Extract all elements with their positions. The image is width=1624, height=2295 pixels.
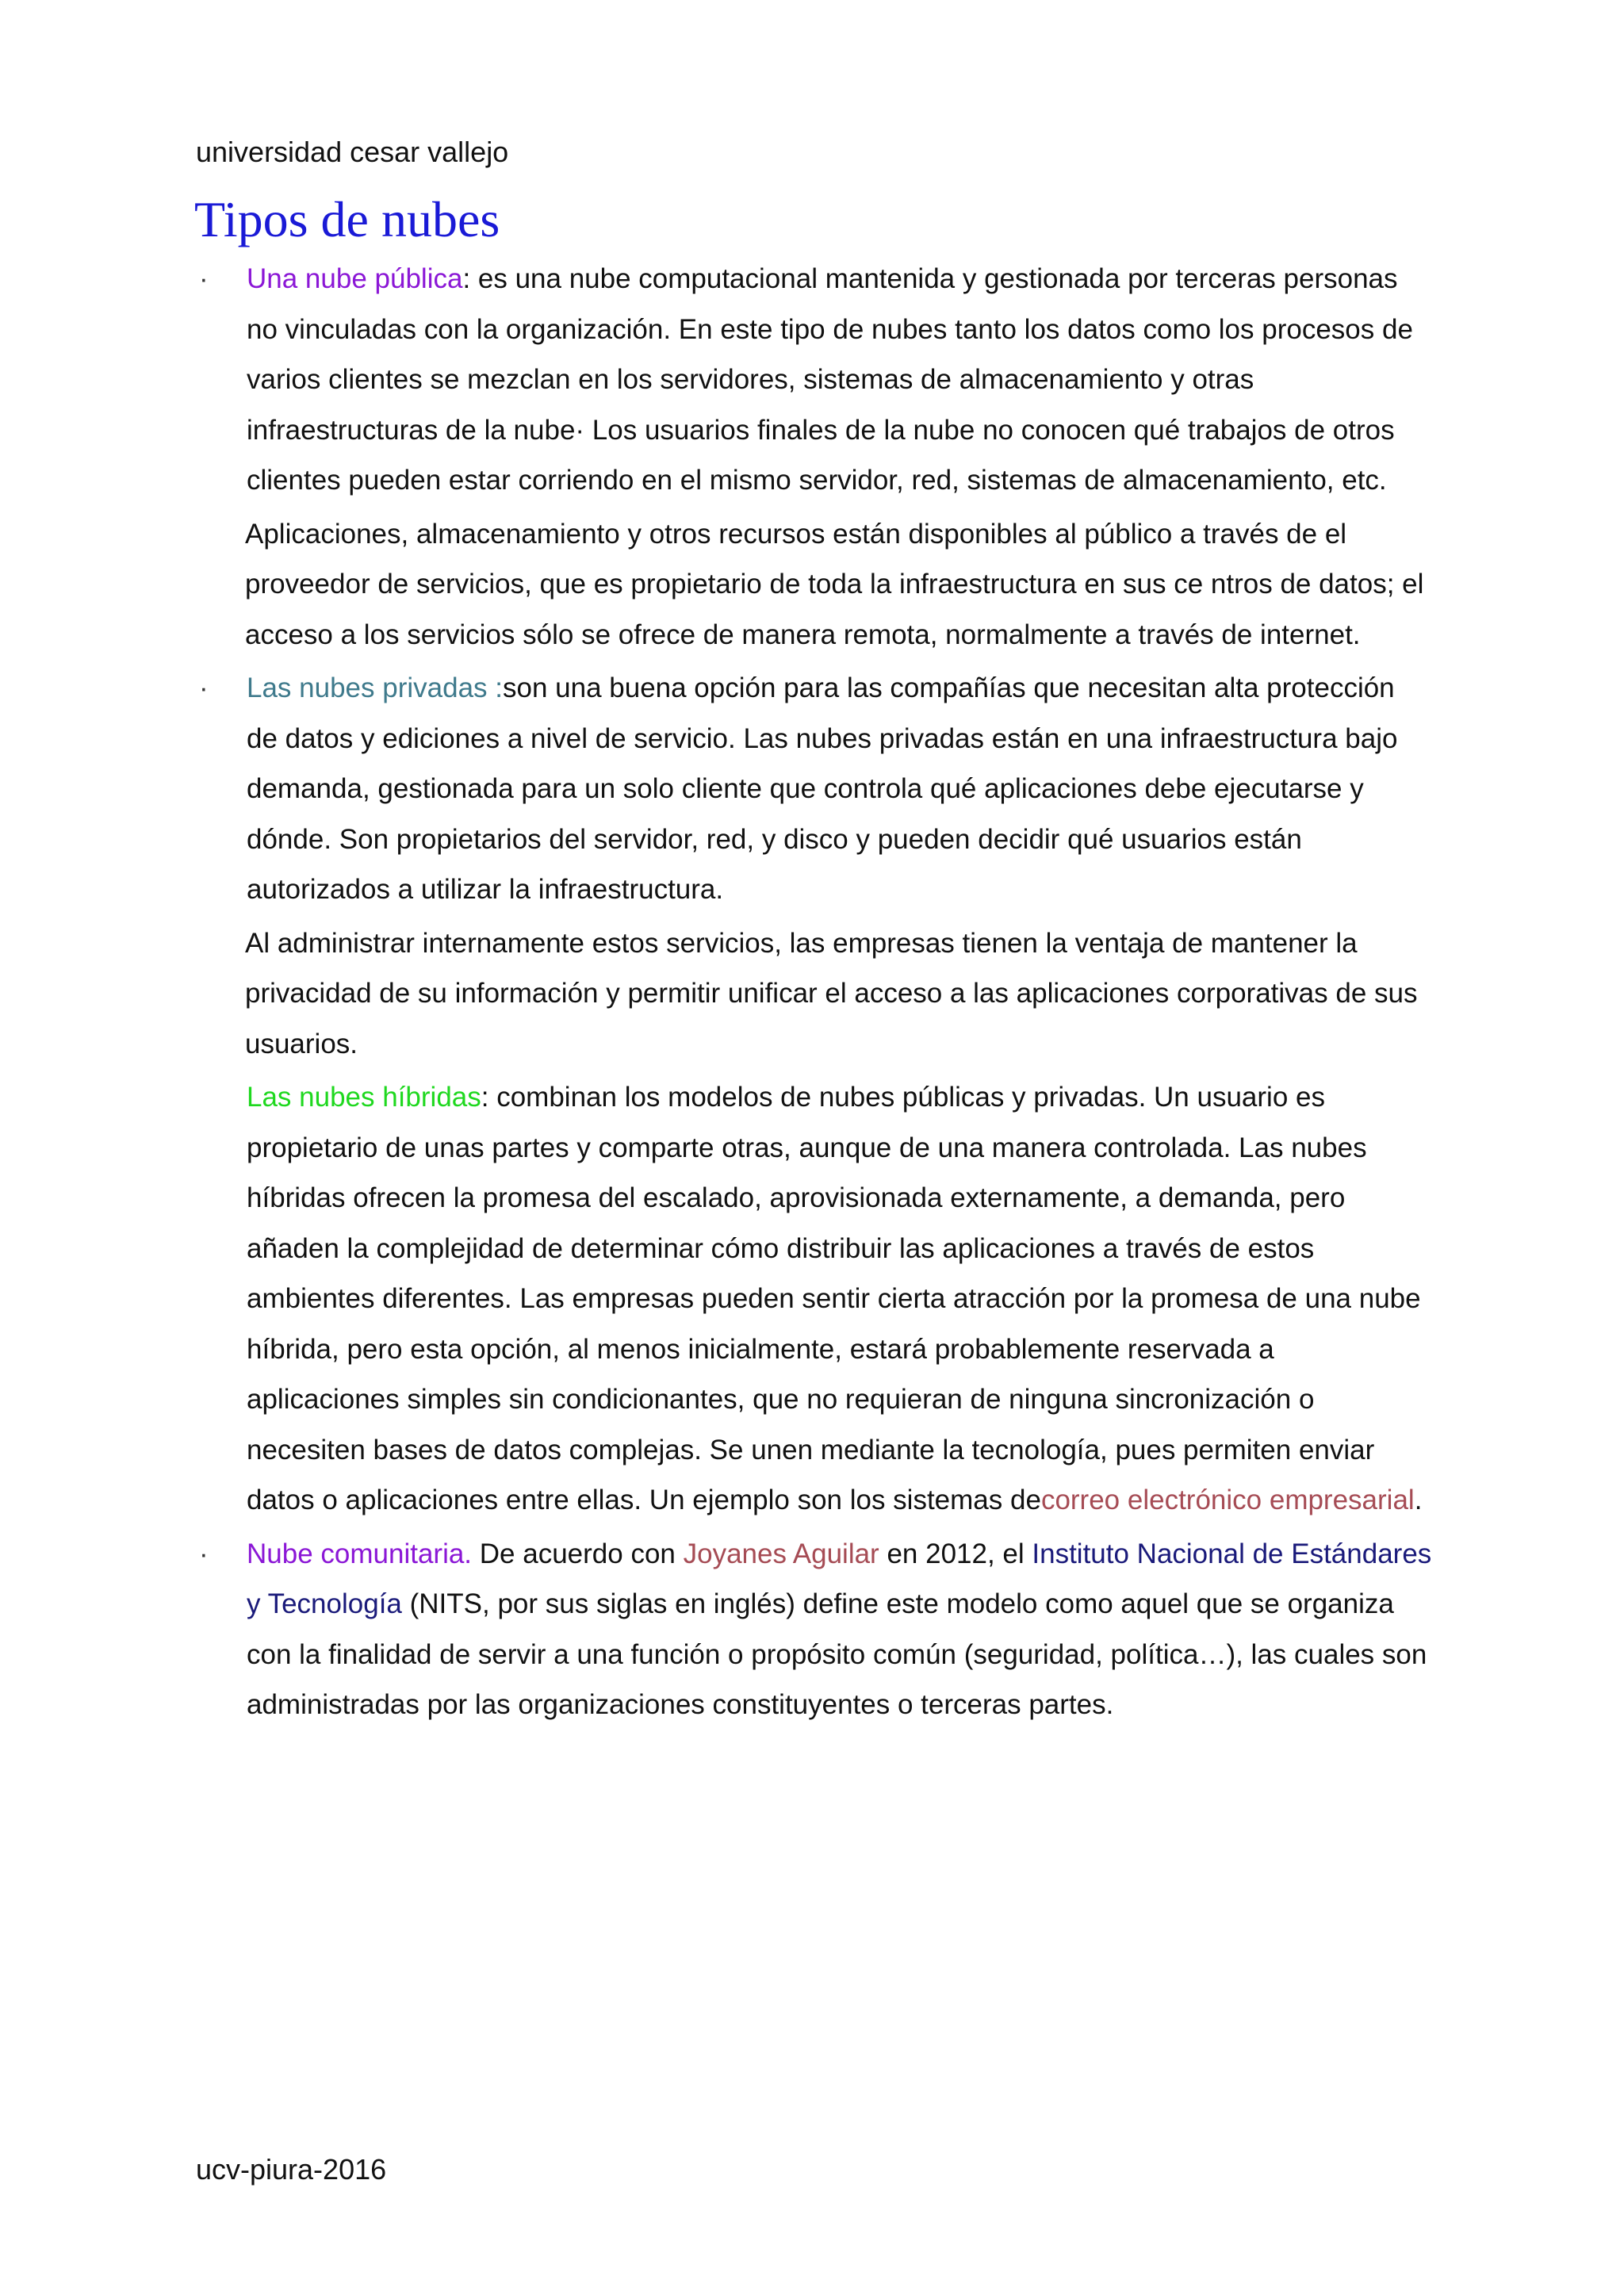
text-nubes-privadas: son una buena opción para las compañías que necesitan alta protección de datos y ediciones a nivel de servicio. Las nubes privadas están en una infraestructura bajo demanda, gestionada para un solo cliente que controla qué aplicaciones debe ejecutarse y dónde. Son propietarios del servidor, red, y disco y pueden decidir qué usuarios están autorizados a utilizar la infraestructura. xyxy=(247,672,1398,905)
paragraph-privadas-2: Al administrar internamente estos servicios, las empresas tienen la ventaja de mantener la privacidad de su información y permitir unificar el acceso a las aplicaciones corporativas de sus usuarios. xyxy=(245,927,1418,1059)
term-nubes-privadas: Las nubes privadas : xyxy=(247,672,503,703)
paragraph-nubes-privadas xyxy=(247,663,1432,915)
paragraph-nubes-hibridas-text xyxy=(247,1072,1432,1526)
document-body xyxy=(0,254,1624,1730)
bullet-marker: · xyxy=(199,263,209,294)
page-header: universidad cesar vallejo xyxy=(196,136,509,168)
bullet-marker: · xyxy=(199,672,209,703)
list-item-nubes-privadas xyxy=(199,663,1432,915)
paragraph-publica-2: Aplicaciones, almacenamiento y otros recursos están disponibles al público a través de el proveedor de servicios, que es propietario de toda la infraestructura en sus ce ntros de datos; el acceso a los servicios sólo se ofrece de manera remota, normalmente a través de internet. xyxy=(245,518,1424,650)
text-hibridas-end: . xyxy=(1414,1485,1423,1515)
text-nube-publica: : es una nube computacional mantenida y gestionada por terceras personas no vinculadas con la organización. En este tipo de nubes tanto los datos como los procesos de varios clientes se mezclan en los servidores, sistemas de almacenamiento y otras infraestructuras de la nube· Los usuarios finales de la nube no conocen qué trabajos de otros clientes pueden estar corriendo en el mismo servidor, red, sistemas de almacenamiento, etc. xyxy=(247,263,1413,496)
term-nube-publica: Una nube pública xyxy=(247,263,463,294)
link-joyanes-aguilar[interactable]: Joyanes Aguilar xyxy=(683,1538,879,1569)
term-nubes-hibridas: Las nubes híbridas xyxy=(247,1082,481,1113)
page-footer: ucv-piura-2016 xyxy=(196,2153,387,2186)
text-nubes-hibridas: : combinan los modelos de nubes públicas y privadas. Un usuario es propietario de unas partes y comparte otras, aunque de una manera controlada. Las nubes híbridas ofrecen la promesa del escalado, aprovisionada externamente, a demanda, pero añaden la complejidad de determinar cómo distribuir las aplicaciones a través de estos ambientes diferentes. Las empresas pueden sentir cierta atracción por la promesa de una nube híbrida, pero esta opción, al menos inicialmente, estará probablemente reservada a aplicaciones simples sin condicionantes, que no requieran de ninguna sincronización o necesiten bases de datos complejas. Se unen mediante la tecnología, pues permiten enviar datos o aplicaciones entre ellas. Un ejemplo son los sistemas de xyxy=(247,1082,1421,1515)
link-instituto-nacional[interactable]: Instituto Nacional de Estándares y Tecnología xyxy=(247,1538,1432,1619)
list-item-nube-comunitaria xyxy=(199,1529,1432,1730)
paragraph-nube-publica xyxy=(247,254,1432,506)
bullet-marker: · xyxy=(199,1538,209,1569)
text-comunitaria-3: (NITS, por sus siglas en inglés) define este modelo como aquel que se organiza con la finalidad de servir a una función o propósito común (seguridad, política…), las cuales son administradas por las organizaciones constituyentes o terceras partes. xyxy=(247,1588,1427,1720)
list-item-nube-publica xyxy=(199,254,1432,506)
paragraph-nube-comunitaria xyxy=(247,1529,1432,1730)
page-title: Tipos de nubes xyxy=(194,191,500,247)
link-correo-electronico[interactable]: correo electrónico empresarial xyxy=(1040,1485,1415,1515)
paragraph-nubes-hibridas xyxy=(247,1072,1432,1526)
text-comunitaria-2: en 2012, el xyxy=(879,1538,1032,1569)
text-comunitaria-1: De acuerdo con xyxy=(472,1538,684,1569)
term-nube-comunitaria: Nube comunitaria. xyxy=(247,1538,473,1569)
